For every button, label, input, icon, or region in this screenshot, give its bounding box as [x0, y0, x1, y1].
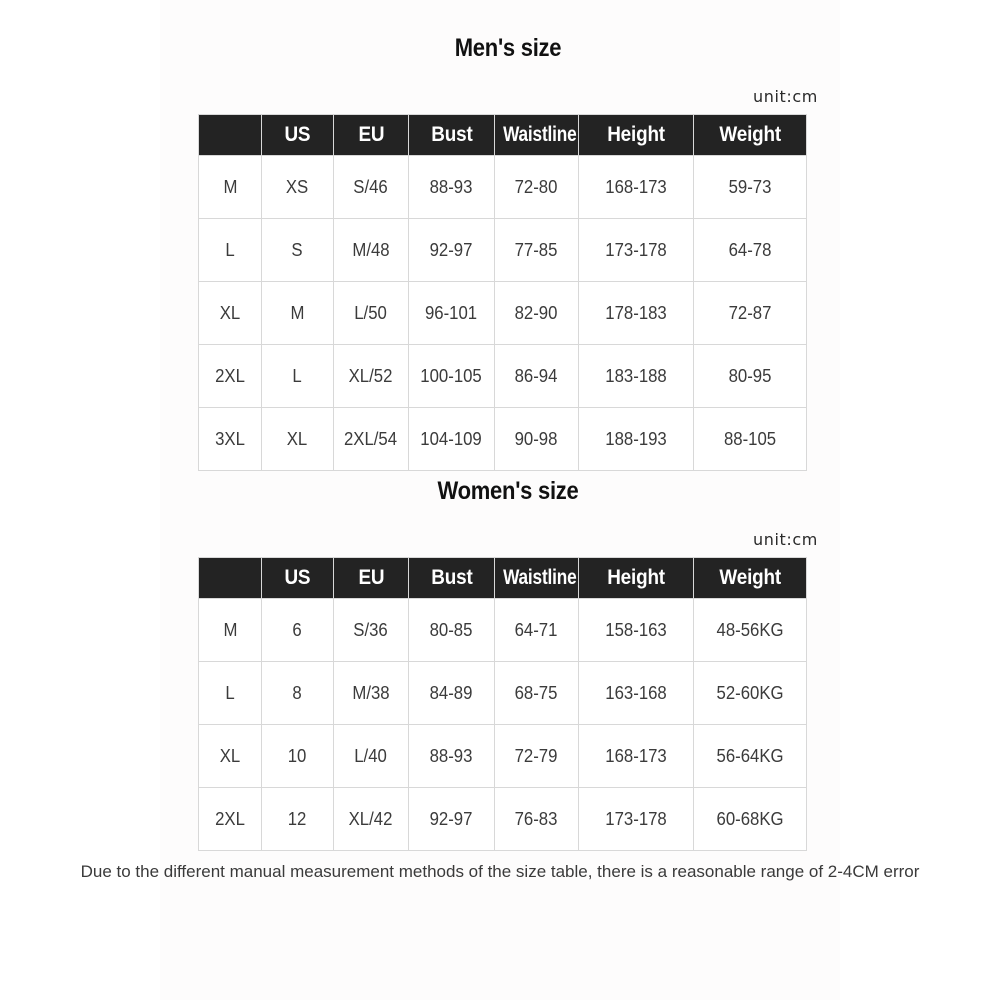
- table-cell: 163-168: [579, 662, 694, 725]
- mens-header-size: [199, 115, 262, 156]
- table-header-row: [199, 558, 807, 599]
- womens-header-eu: EU: [334, 558, 409, 599]
- table-cell: 64-78: [694, 219, 807, 282]
- table-cell: M/38: [334, 662, 409, 725]
- table-cell: 48-56KG: [694, 599, 807, 662]
- table-row: [199, 599, 807, 662]
- womens-table-header: [199, 558, 807, 599]
- table-cell: 10: [262, 725, 334, 788]
- table-cell: 80-85: [409, 599, 495, 662]
- table-cell: 2XL/54: [334, 408, 409, 471]
- table-cell: 88-93: [409, 156, 495, 219]
- table-cell: 92-97: [409, 219, 495, 282]
- womens-size-table: [198, 557, 807, 851]
- womens-header-size: [199, 558, 262, 599]
- table-cell: 56-64KG: [694, 725, 807, 788]
- table-cell: 76-83: [495, 788, 579, 851]
- table-cell: 72-87: [694, 282, 807, 345]
- table-row: [199, 156, 807, 219]
- table-cell: M: [199, 156, 262, 219]
- table-cell: 64-71: [495, 599, 579, 662]
- table-cell: L/50: [334, 282, 409, 345]
- table-cell: M/48: [334, 219, 409, 282]
- table-cell: XL: [199, 725, 262, 788]
- table-cell: 88-105: [694, 408, 807, 471]
- table-cell: 88-93: [409, 725, 495, 788]
- table-cell: XL/52: [334, 345, 409, 408]
- table-cell: 77-85: [495, 219, 579, 282]
- table-cell: 82-90: [495, 282, 579, 345]
- womens-table-body: [199, 599, 807, 851]
- table-cell: 92-97: [409, 788, 495, 851]
- table-cell: 68-75: [495, 662, 579, 725]
- womens-size-title: Women's size: [437, 477, 579, 505]
- table-header-row: [199, 115, 807, 156]
- table-cell: 72-79: [495, 725, 579, 788]
- table-cell: 12: [262, 788, 334, 851]
- table-cell: 60-68KG: [694, 788, 807, 851]
- table-cell: L: [199, 662, 262, 725]
- table-cell: 173-178: [579, 219, 694, 282]
- table-cell: 59-73: [694, 156, 807, 219]
- table-cell: 8: [262, 662, 334, 725]
- table-cell: L/40: [334, 725, 409, 788]
- table-row: [199, 662, 807, 725]
- table-cell: 2XL: [199, 345, 262, 408]
- table-cell: 84-89: [409, 662, 495, 725]
- mens-size-title: Men's size: [454, 34, 562, 62]
- womens-header-bust: Bust: [409, 558, 495, 599]
- table-row: [199, 788, 807, 851]
- womens-header-weight: Weight: [694, 558, 807, 599]
- womens-unit-label: unit:cm: [753, 530, 818, 549]
- table-cell: XL: [262, 408, 334, 471]
- table-cell: 104-109: [409, 408, 495, 471]
- table-cell: XL/42: [334, 788, 409, 851]
- mens-header-bust: Bust: [409, 115, 495, 156]
- table-cell: 52-60KG: [694, 662, 807, 725]
- table-row: [199, 725, 807, 788]
- table-cell: 178-183: [579, 282, 694, 345]
- table-cell: M: [262, 282, 334, 345]
- mens-header-us: US: [262, 115, 334, 156]
- table-cell: 100-105: [409, 345, 495, 408]
- table-cell: 158-163: [579, 599, 694, 662]
- table-row: [199, 345, 807, 408]
- mens-header-height: Height: [579, 115, 694, 156]
- table-cell: 80-95: [694, 345, 807, 408]
- mens-unit-label: unit:cm: [753, 87, 818, 106]
- table-cell: L: [199, 219, 262, 282]
- table-cell: 188-193: [579, 408, 694, 471]
- table-cell: S/46: [334, 156, 409, 219]
- mens-header-eu: EU: [334, 115, 409, 156]
- table-cell: 183-188: [579, 345, 694, 408]
- table-cell: 168-173: [579, 156, 694, 219]
- table-cell: 2XL: [199, 788, 262, 851]
- mens-table-header: [199, 115, 807, 156]
- mens-size-table: [198, 114, 807, 471]
- womens-header-us: US: [262, 558, 334, 599]
- table-cell: 3XL: [199, 408, 262, 471]
- table-row: [199, 408, 807, 471]
- mens-header-weight: Weight: [694, 115, 807, 156]
- table-cell: XS: [262, 156, 334, 219]
- table-row: [199, 219, 807, 282]
- womens-header-height: Height: [579, 558, 694, 599]
- measurement-disclaimer: Due to the different manual measurement methods of the size table, there is a reasonable range of 2-4CM error: [80, 862, 920, 881]
- table-cell: 86-94: [495, 345, 579, 408]
- mens-table-body: [199, 156, 807, 471]
- womens-header-waistline: Waistline: [495, 558, 579, 599]
- table-cell: L: [262, 345, 334, 408]
- table-cell: 173-178: [579, 788, 694, 851]
- table-cell: S: [262, 219, 334, 282]
- mens-header-waistline: Waistline: [495, 115, 579, 156]
- table-cell: M: [199, 599, 262, 662]
- table-cell: XL: [199, 282, 262, 345]
- table-cell: 72-80: [495, 156, 579, 219]
- table-cell: 90-98: [495, 408, 579, 471]
- table-row: [199, 282, 807, 345]
- table-cell: S/36: [334, 599, 409, 662]
- table-cell: 168-173: [579, 725, 694, 788]
- table-cell: 96-101: [409, 282, 495, 345]
- table-cell: 6: [262, 599, 334, 662]
